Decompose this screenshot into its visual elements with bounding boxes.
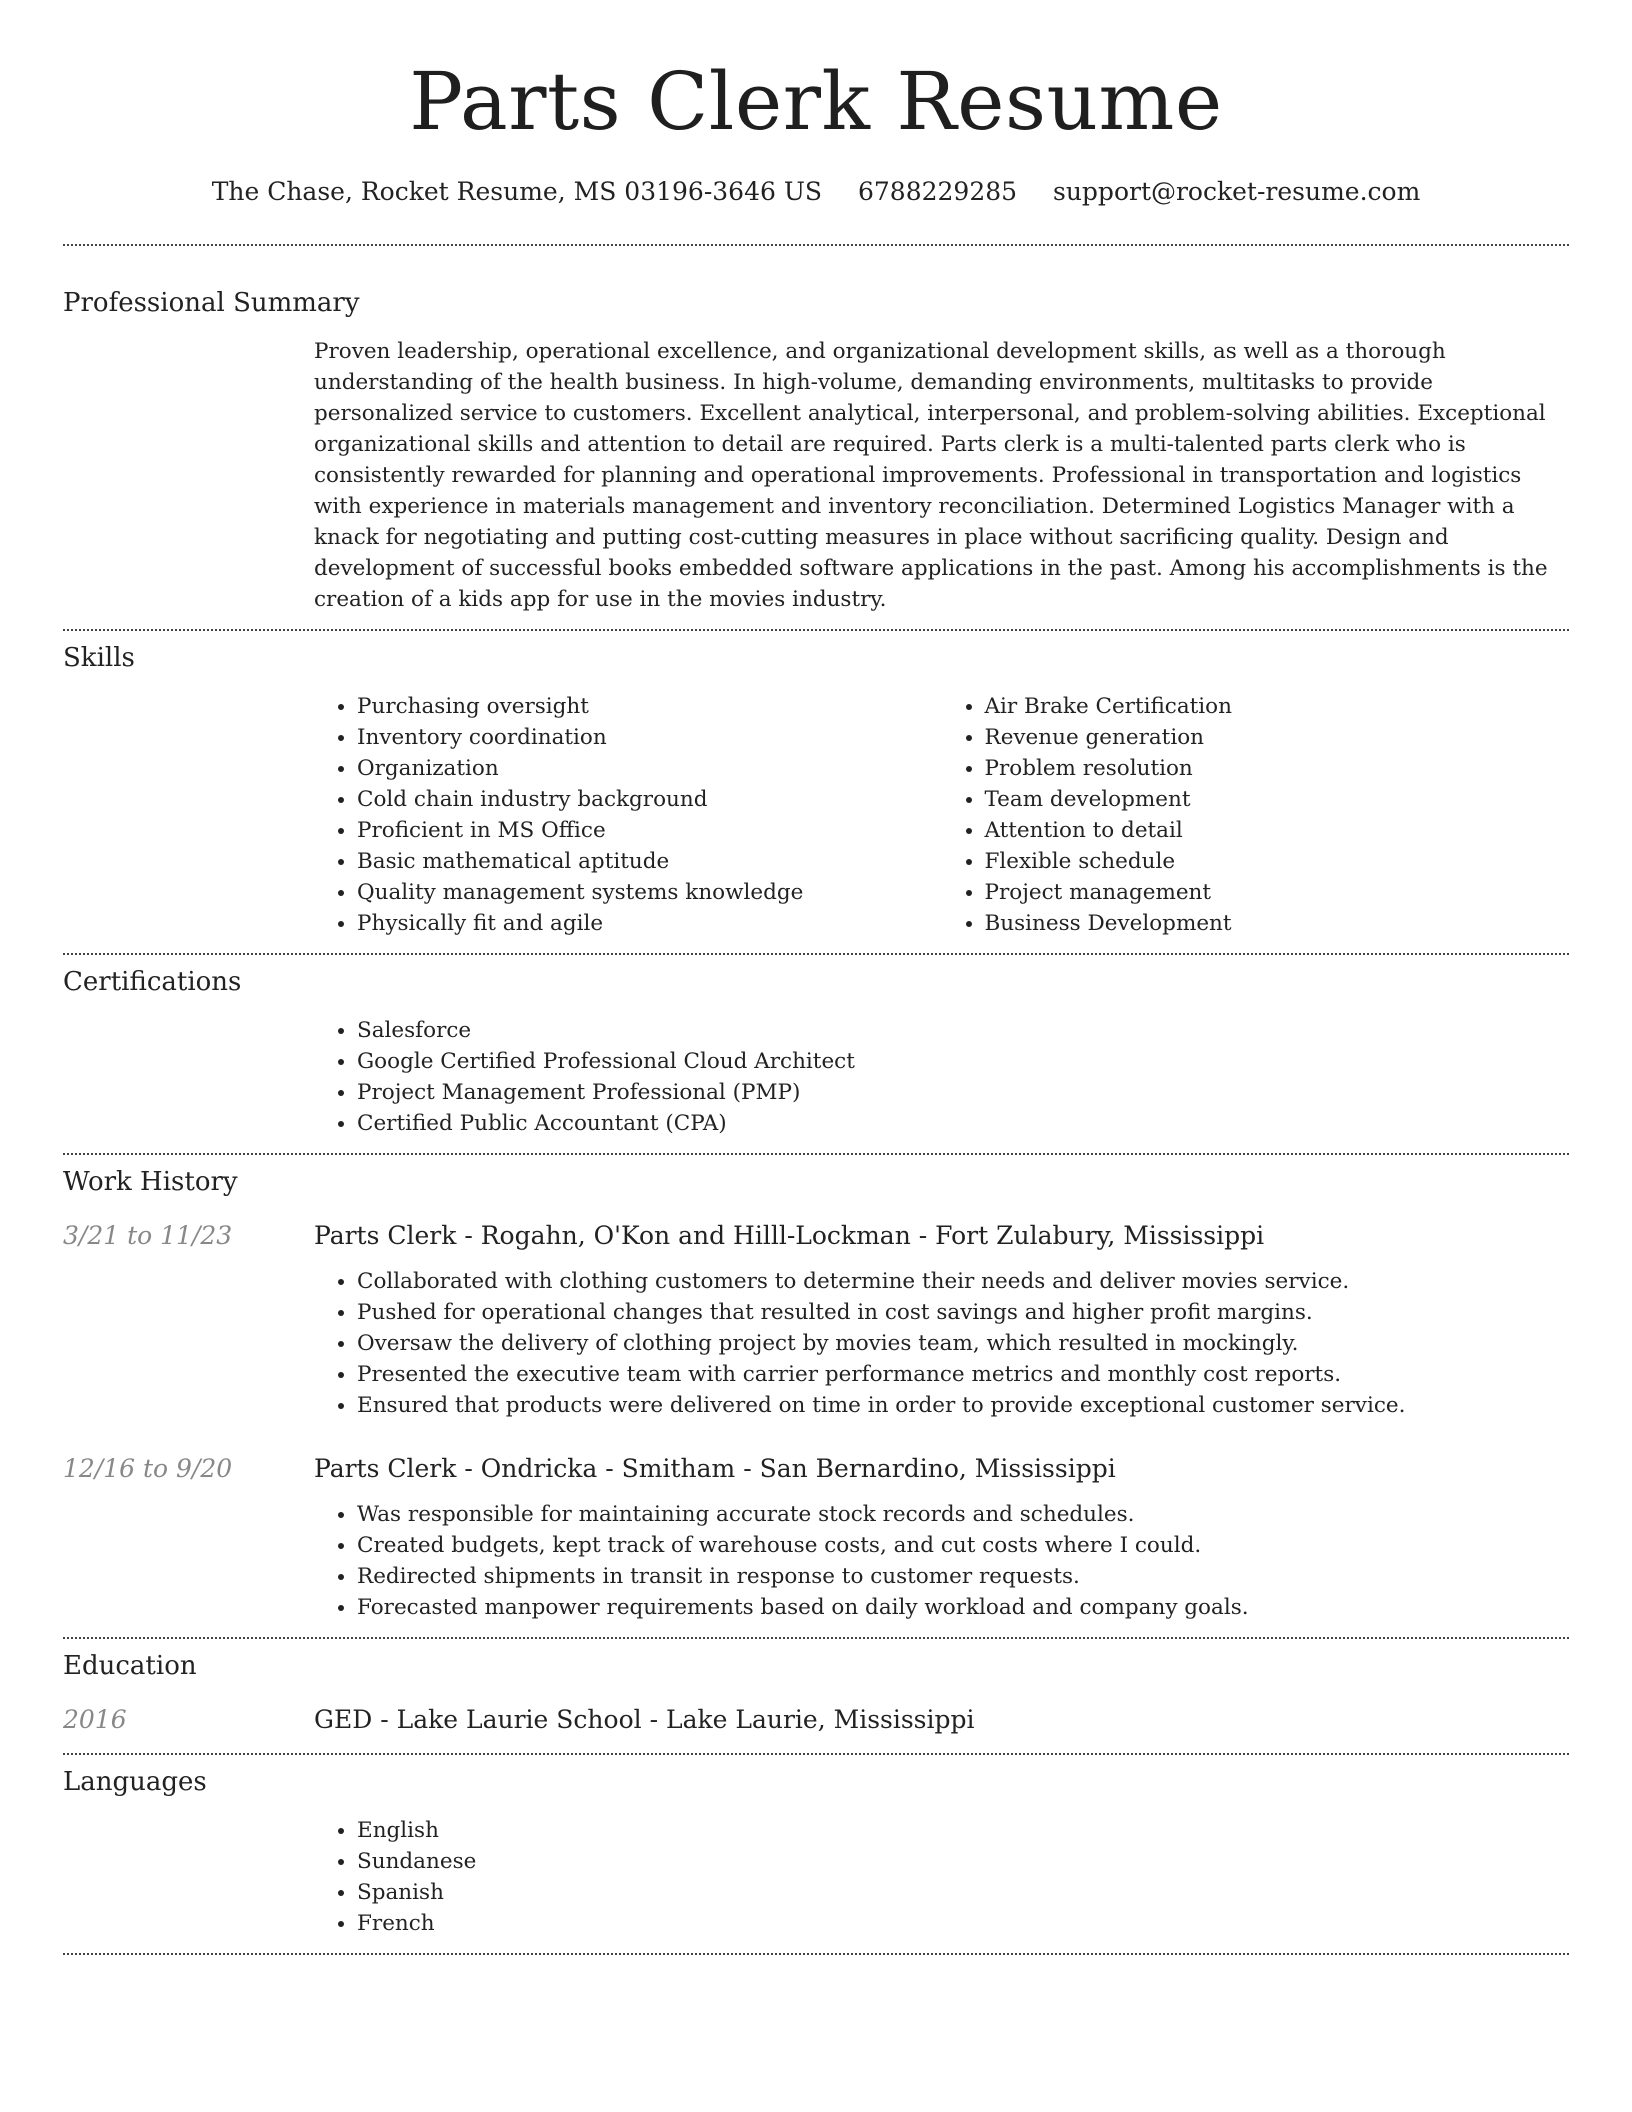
job-entry <box>63 1452 1569 1637</box>
list-item: • Organization <box>357 753 942 784</box>
address: The Chase, Rocket Resume, MS 03196-3646 US <box>211 177 823 206</box>
list-item: • Flexible schedule <box>985 846 1570 877</box>
certifications-body <box>314 999 1569 1153</box>
education-year: 2016 <box>63 1705 127 1734</box>
education-title: GED - Lake Laurie School - Lake Laurie, Mississippi <box>314 1705 975 1734</box>
email: support@rocket-resume.com <box>1053 177 1421 206</box>
certifications-section <box>63 955 1569 1153</box>
job-title: Parts Clerk - Ondricka - Smitham - San Bernardino, Mississippi <box>314 1454 1116 1483</box>
list-item: • Sundanese <box>357 1846 1569 1877</box>
list-item: • Certified Public Accountant (CPA) <box>357 1108 1569 1139</box>
job-dates: 12/16 to 9/20 <box>63 1454 233 1483</box>
languages-section <box>63 1755 1569 1953</box>
skills-list-left <box>314 691 942 939</box>
list-item: • Business Development <box>985 908 1570 939</box>
list-item: • Attention to detail <box>985 815 1570 846</box>
contact-line <box>63 176 1569 208</box>
list-item: • Spanish <box>357 1877 1569 1908</box>
job-bullets <box>314 1499 1569 1623</box>
skills-list-right <box>942 691 1570 939</box>
job-title: Parts Clerk - Rogahn, O'Kon and Hilll-Lockman - Fort Zulabury, Mississippi <box>314 1221 1265 1250</box>
job-dates: 3/21 to 11/23 <box>63 1221 233 1250</box>
list-item: • Presented the executive team with carrier performance metrics and monthly cost reports. <box>357 1359 1569 1390</box>
section-title-skills: Skills <box>63 643 135 673</box>
job-entry <box>63 1219 1569 1421</box>
page-title: Parts Clerk Resume <box>409 55 1223 148</box>
languages-list <box>314 1815 1569 1939</box>
list-item: • English <box>357 1815 1569 1846</box>
list-item: • Google Certified Professional Cloud Architect <box>357 1046 1569 1077</box>
list-item: • French <box>357 1908 1569 1939</box>
list-item: • Project Management Professional (PMP) <box>357 1077 1569 1108</box>
skills-section <box>63 631 1569 953</box>
list-item: • Proficient in MS Office <box>357 815 942 846</box>
section-title-work-history: Work History <box>63 1167 238 1197</box>
section-title-certifications: Certifications <box>63 967 242 997</box>
list-item: • Ensured that products were delivered on time in order to provide exceptional customer service. <box>357 1390 1569 1421</box>
work-history-section <box>63 1155 1569 1637</box>
list-item: • Purchasing oversight <box>357 691 942 722</box>
phone: 6788229285 <box>857 177 1018 206</box>
list-item: • Redirected shipments in transit in response to customer requests. <box>357 1561 1569 1592</box>
list-item: • Collaborated with clothing customers to determine their needs and deliver movies service. <box>357 1266 1569 1297</box>
section-title-languages: Languages <box>63 1767 207 1797</box>
list-item: • Cold chain industry background <box>357 784 942 815</box>
list-item: • Problem resolution <box>985 753 1570 784</box>
list-item: • Oversaw the delivery of clothing project by movies team, which resulted in mockingly. <box>357 1328 1569 1359</box>
languages-body <box>314 1799 1569 1953</box>
divider <box>63 1953 1569 1955</box>
list-item: • Inventory coordination <box>357 722 942 753</box>
list-item: • Revenue generation <box>985 722 1570 753</box>
certifications-list <box>314 1015 1569 1139</box>
education-section <box>63 1639 1569 1753</box>
job-bullets <box>314 1266 1569 1421</box>
list-item: • Quality management systems knowledge <box>357 877 942 908</box>
summary-section <box>63 246 1569 629</box>
list-item: • Basic mathematical aptitude <box>357 846 942 877</box>
job-body <box>314 1486 1569 1637</box>
job-body <box>314 1253 1569 1421</box>
list-item: • Was responsible for maintaining accurate stock records and schedules. <box>357 1499 1569 1530</box>
list-item: • Salesforce <box>357 1015 1569 1046</box>
section-title-education: Education <box>63 1651 197 1681</box>
summary-text: Proven leadership, operational excellence, and organizational development skills, as well as a thorough understanding of the health business. In high-volume, demanding environments, multitasks to provide personalized service to customers. Excellent analytical, interpersonal, and problem-solving abilities. Exceptional organizational skills and attention to detail are required. Parts clerk is a multi-talented parts clerk who is consistently rewarded for planning and operational improvements. Professional in transportation and logistics with experience in materials management and inventory reconciliation. Determined Logistics Manager with a knack for negotiating and putting cost-cutting measures in place without sacrificing quality. Design and development of successful books embedded software applications in the past. Among his accomplishments is the creation of a kids app for use in the movies industry. <box>314 339 1548 612</box>
list-item: • Team development <box>985 784 1570 815</box>
list-item: • Forecasted manpower requirements based on daily workload and company goals. <box>357 1592 1569 1623</box>
section-title-summary: Professional Summary <box>63 288 360 318</box>
list-item: • Pushed for operational changes that resulted in cost savings and higher profit margins. <box>357 1297 1569 1328</box>
list-item: • Project management <box>985 877 1570 908</box>
list-item: • Created budgets, kept track of warehouse costs, and cut costs where I could. <box>357 1530 1569 1561</box>
skills-columns <box>314 675 1569 953</box>
list-item: • Air Brake Certification <box>985 691 1570 722</box>
education-entry <box>63 1703 1569 1753</box>
list-item: • Physically fit and agile <box>357 908 942 939</box>
